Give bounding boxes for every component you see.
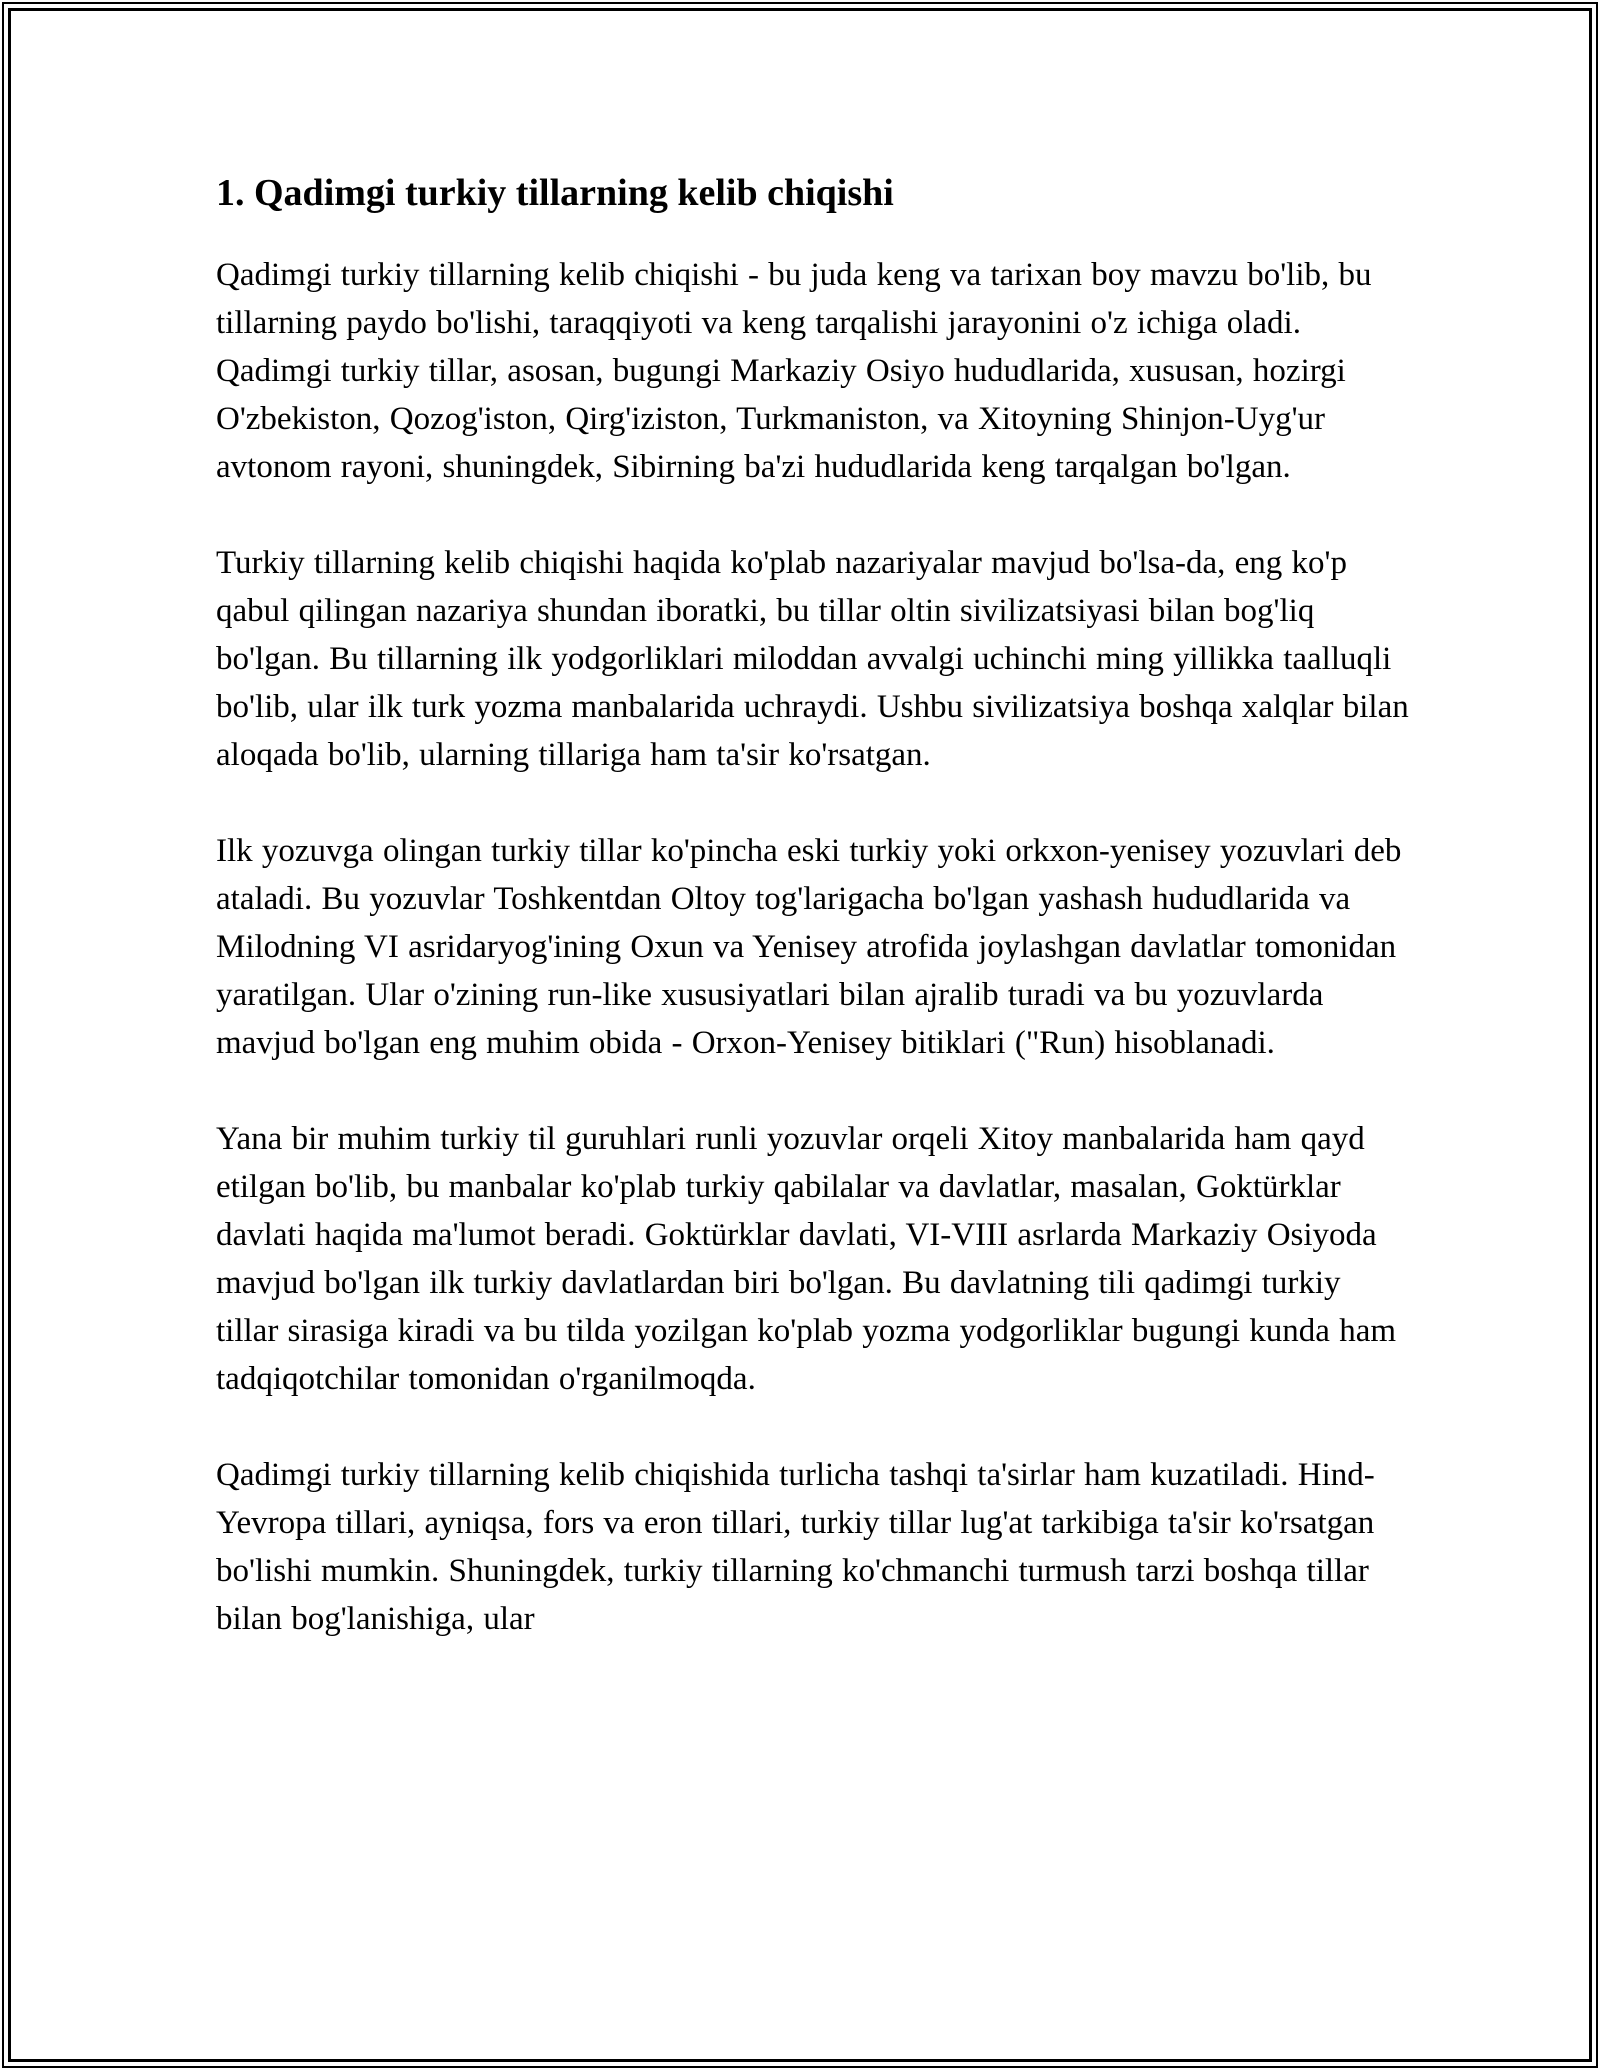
- document-page: [216, 171, 1411, 1691]
- paragraph-4: Yana bir muhim turkiy til guruhlari runli yozuvlar orqeli Xitoy manbalarida ham qayd etilgan bo'lib, bu manbalar ko'plab turkiy qabilalar va davlatlar, masalan, Goktürklar davlati haqida ma'lumot beradi. Goktürklar davlati, VI-VIII asrlarda Markaziy Osiyoda mavjud bo'lgan ilk turkiy davlatlardan biri bo'lgan. Bu davlatning tili qadimgi turkiy tillar sirasiga kiradi va bu tilda yozilgan ko'plab yozma yodgorliklar bugungi kunda ham tadqiqotchilar tomonidan o'rganilmoqda.: [216, 1120, 1397, 1397]
- paragraph-5: Qadimgi turkiy tillarning kelib chiqishida turlicha tashqi ta'sirlar ham kuzatiladi. Hind-Yevropa tillari, ayniqsa, fors va eron tillari, turkiy tillar lug'at tarkibiga ta'sir ko'rsatgan bo'lishi mumkin. Shuningdek, turkiy tillarning ko'chmanchi turmush tarzi boshqa tillar bilan bog'lanishiga, ular: [216, 1456, 1375, 1637]
- page-border-inner: [8, 8, 1592, 2062]
- page-title: 1. Qadimgi turkiy tillarning kelib chiqishi: [216, 172, 894, 214]
- paragraph-1: Qadimgi turkiy tillarning kelib chiqishi - bu juda keng va tarixan boy mavzu bo'lib, bu tillarning paydo bo'lishi, taraqqiyoti va keng tarqalishi jarayonini o'z ichiga oladi. Qadimgi turkiy tillar, asosan, bugungi Markaziy Osiyo hududlarida, xususan, hozirgi O'zbekiston, Qozog'iston, Qirg'iziston, Turkmaniston, va Xitoyning Shinjon-Uyg'ur avtonom rayoni, shuningdek, Sibirning ba'zi hududlarida keng tarqalgan bo'lgan.: [216, 256, 1372, 485]
- page-border-outer: [2, 2, 1598, 2068]
- paragraph-3: Ilk yozuvga olingan turkiy tillar ko'pincha eski turkiy yoki orkxon-yenisey yozuvlari deb ataladi. Bu yozuvlar Toshkentdan Oltoy tog'larigacha bo'lgan yashash hududlarida va Milodning VI asridaryog'ining Oxun va Yenisey atrofida joylashgan davlatlar tomonidan yaratilgan. Ular o'zining run-like xususiyatlari bilan ajralib turadi va bu yozuvlarda mavjud bo'lgan eng muhim obida - Orxon-Yenisey bitiklari ("Run) hisoblanadi.: [216, 832, 1402, 1061]
- paragraph-2: Turkiy tillarning kelib chiqishi haqida ko'plab nazariyalar mavjud bo'lsa-da, eng ko'p qabul qilingan nazariya shundan iboratki, bu tillar oltin sivilizatsiyasi bilan bog'liq bo'lgan. Bu tillarning ilk yodgorliklari miloddan avvalgi uchinchi ming yillikka taalluqli bo'lib, ular ilk turk yozma manbalarida uchraydi. Ushbu sivilizatsiya boshqa xalqlar bilan aloqada bo'lib, ularning tillariga ham ta'sir ko'rsatgan.: [216, 544, 1409, 773]
